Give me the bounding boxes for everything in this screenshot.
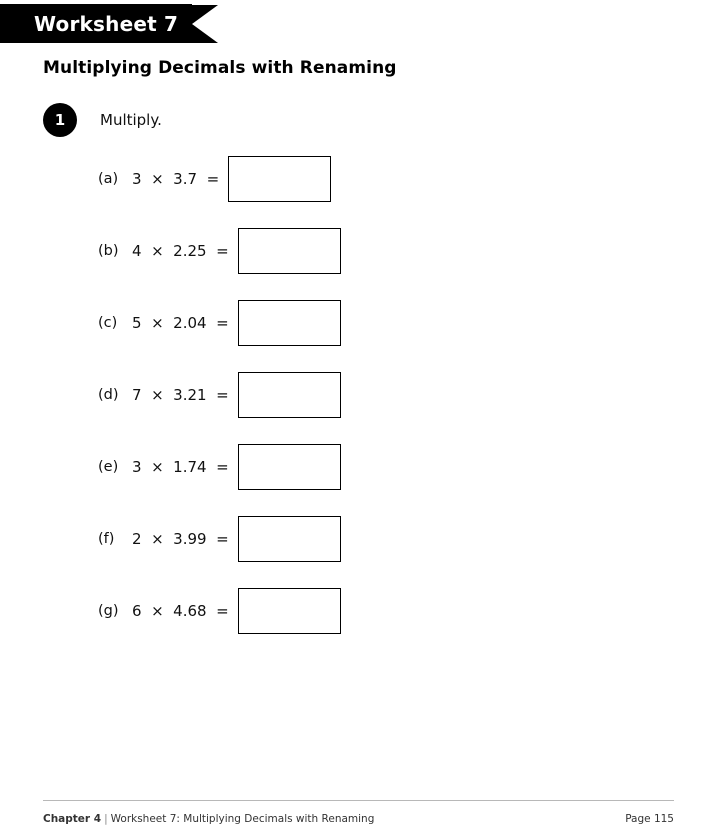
item-label: (g)	[98, 603, 119, 619]
answer-input-e[interactable]	[238, 444, 341, 490]
worksheet-banner-body	[0, 4, 192, 43]
item-label: (c)	[98, 315, 118, 331]
item-expression: 4 × 2.25 =	[132, 242, 229, 260]
exercise-list	[98, 143, 341, 647]
footer-page-number: Page 115	[625, 813, 674, 825]
list-item	[98, 359, 341, 431]
answer-input-g[interactable]	[238, 588, 341, 634]
list-item	[98, 215, 341, 287]
item-label: (e)	[98, 459, 119, 475]
question-instruction: Multiply.	[100, 111, 162, 129]
list-item	[98, 143, 341, 215]
answer-input-a[interactable]	[228, 156, 331, 202]
item-label: (b)	[98, 243, 119, 259]
list-item	[98, 431, 341, 503]
item-expression: 2 × 3.99 =	[132, 530, 229, 548]
item-expression: 7 × 3.21 =	[132, 386, 229, 404]
item-label: (f)	[98, 531, 115, 547]
item-expression: 3 × 1.74 =	[132, 458, 229, 476]
list-item	[98, 287, 341, 359]
answer-input-d[interactable]	[238, 372, 341, 418]
worksheet-banner	[0, 4, 218, 43]
answer-input-f[interactable]	[238, 516, 341, 562]
answer-input-c[interactable]	[238, 300, 341, 346]
footer-chapter: Chapter 4	[43, 813, 102, 825]
footer-divider	[43, 800, 674, 801]
item-expression: 3 × 3.7 =	[132, 170, 220, 188]
banner-tail-shape	[192, 5, 218, 43]
item-label: (d)	[98, 387, 119, 403]
list-item	[98, 575, 341, 647]
question-number-badge: 1	[43, 103, 77, 137]
item-label: (a)	[98, 171, 119, 187]
item-expression: 5 × 2.04 =	[132, 314, 229, 332]
footer-separator: |	[104, 813, 108, 825]
item-expression: 6 × 4.68 =	[132, 602, 229, 620]
footer-description: Worksheet 7: Multiplying Decimals with Renaming	[110, 813, 375, 825]
list-item	[98, 503, 341, 575]
page-footer	[43, 813, 674, 825]
answer-input-b[interactable]	[238, 228, 341, 274]
page-title: Multiplying Decimals with Renaming	[43, 58, 397, 78]
worksheet-banner-title: Worksheet 7	[34, 11, 179, 36]
footer-left	[43, 813, 374, 825]
